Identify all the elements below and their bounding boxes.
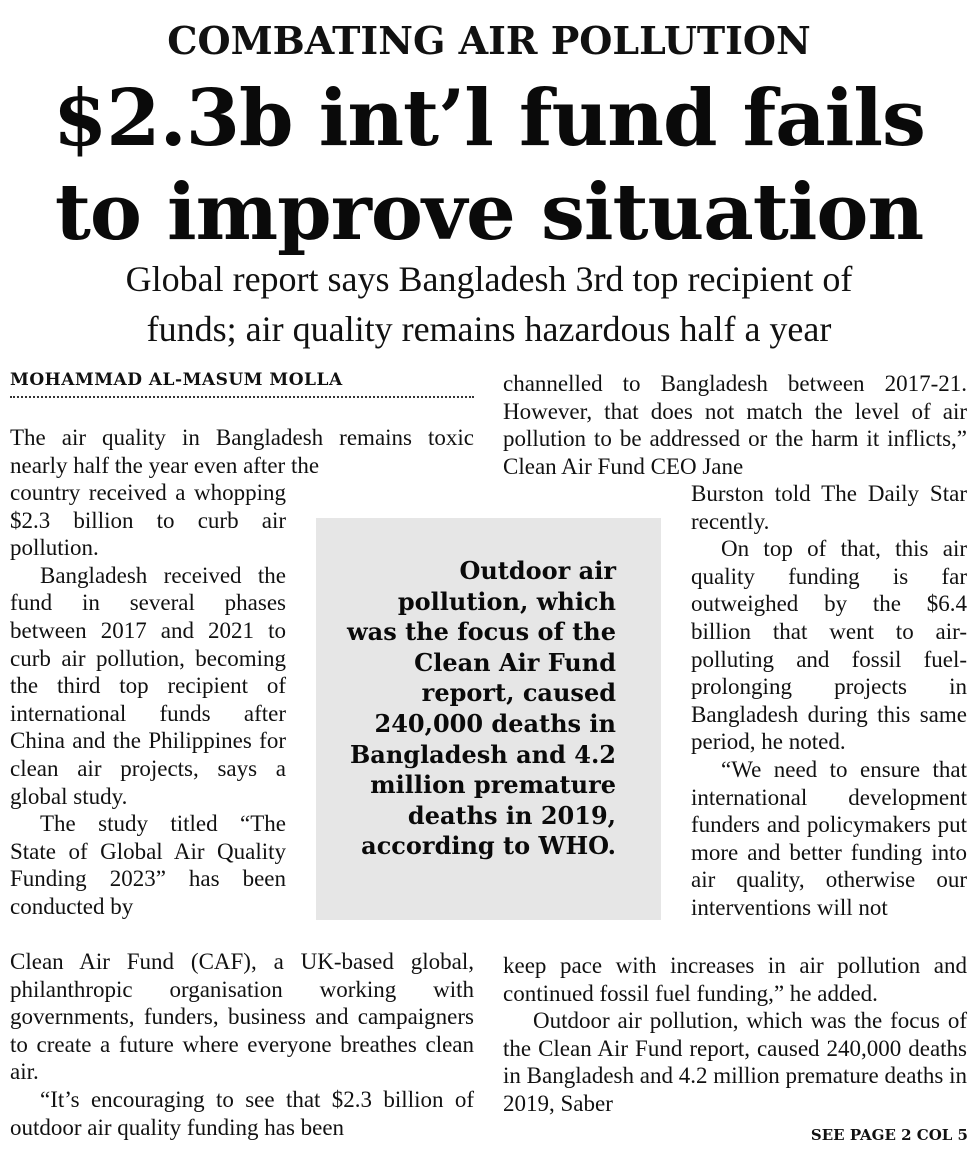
paragraph: channelled to Bangladesh between 2017-21. However, that does not match the level of air pollution to be addressed or the harm it inflicts,” Clean Air Fund CEO Jane: [503, 371, 967, 479]
paragraph: “We need to ensure that international development funders and policymakers put more and better funding into air quality, otherwise our interventions will not: [691, 756, 967, 920]
paragraph: Clean Air Fund (CAF), a UK-based global, philanthropic organisation working with governments, funders, business and campaigners to create a future where everyone breathes clean air.: [10, 949, 474, 1085]
headline: [0, 72, 978, 260]
paragraph: keep pace with increases in air pollution and continued fossil fuel funding,” he added.: [503, 953, 967, 1006]
right-column-bottom: [503, 952, 967, 1118]
paragraph: “It’s encouraging to see that $2.3 billion of outdoor air quality funding has been: [10, 1086, 474, 1140]
deck-line-1: Global report says Bangladesh 3rd top recipient of: [125, 259, 853, 299]
paragraph: Outdoor air pollution, which was the focus of the Clean Air Fund report, caused 240,000 deaths in Bangladesh and 4.2 million premature deaths in 2019, Saber: [503, 1008, 967, 1116]
left-column-top: [10, 424, 474, 479]
paragraph: Burston told The Daily Star recently.: [691, 481, 967, 534]
kicker: COMBATING AIR POLLUTION: [167, 18, 811, 63]
paragraph: country received a whopping $2.3 billion to curb air pollution.: [10, 480, 286, 561]
paragraph: Bangladesh received the fund in several phases between 2017 and 2021 to curb air pollution, becoming the third top recipient of international funds after China and the Philippines for clean air projects, says a global study.: [10, 562, 286, 809]
right-column-narrow: [691, 480, 967, 922]
right-column-top: [503, 370, 967, 480]
headline-line-2: to improve situation: [54, 167, 924, 258]
left-column-narrow: [10, 479, 286, 921]
pull-quote: Outdoor air pollution, which was the focus of the Clean Air Fund report, caused 240,000 deaths in Bangladesh and 4.2 million premature deaths in 2019, according to WHO.: [347, 556, 616, 861]
deck-line-2: funds; air quality remains hazardous half a year: [146, 309, 832, 349]
headline-line-1: $2.3b int’l fund fails: [53, 73, 925, 164]
jump-line[interactable]: SEE PAGE 2 COL 5: [810, 1126, 968, 1144]
pull-quote-box: [316, 518, 661, 920]
paragraph: The air quality in Bangladesh remains toxic nearly half the year even after the: [10, 425, 474, 478]
paragraph: The study titled “The State of Global Air Quality Funding 2023” has been conducted by: [10, 811, 286, 919]
left-column-bottom: [10, 948, 474, 1141]
deck: [0, 254, 978, 354]
paragraph: On top of that, this air quality funding is far outweighed by the $6.4 billion that went to air-polluting and fossil fuel-prolonging projects in Bangladesh during this same period, he noted.: [691, 536, 967, 755]
byline: MOHAMMAD AL-MASUM MOLLA: [10, 370, 474, 398]
